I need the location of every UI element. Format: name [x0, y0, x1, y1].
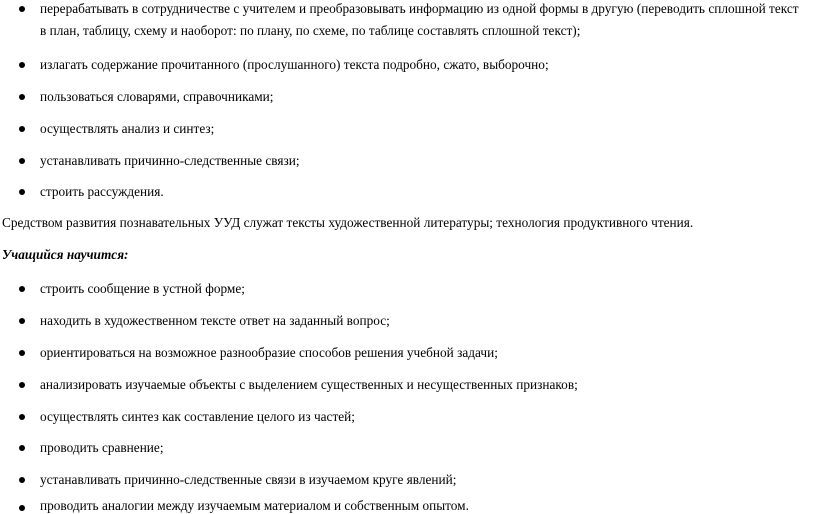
- list-item: осуществлять анализ и синтез;: [40, 121, 215, 136]
- bullet-icon: [19, 6, 25, 12]
- list-item: проводить сравнение;: [40, 440, 164, 455]
- bullet-icon: [19, 94, 25, 100]
- bullet-icon: [19, 318, 25, 324]
- list-item: строить рассуждения.: [40, 184, 164, 199]
- list-item: излагать содержание прочитанного (прослушанного) текста подробно, сжато, выборочно;: [40, 57, 549, 72]
- list-item: пользоваться словарями, справочниками;: [40, 89, 274, 104]
- bullet-icon: [19, 445, 25, 451]
- section-heading: Учащийся научится:: [2, 247, 129, 262]
- bullet-icon: [19, 505, 25, 511]
- bullet-icon: [19, 477, 25, 483]
- list-item: осуществлять синтез как составление целого из частей;: [40, 409, 355, 424]
- list-item-continuation: в план, таблицу, схему и наоборот: по плану, по схеме, по таблице составлять сплошной текст);: [40, 23, 581, 38]
- bullet-icon: [19, 350, 25, 356]
- bullet-icon: [19, 126, 25, 132]
- list-item: анализировать изучаемые объекты с выделением существенных и несущественных признаков;: [40, 377, 578, 392]
- list-item: перерабатывать в сотрудничестве с учителем и преобразовывать информацию из одной формы в другую (переводить сплошной текст: [40, 1, 799, 16]
- list-item: ориентироваться на возможное разнообразие способов решения учебной задачи;: [40, 345, 498, 360]
- list-item: строить сообщение в устной форме;: [40, 281, 245, 296]
- bullet-icon: [19, 286, 25, 292]
- list-item: устанавливать причинно-следственные связи в изучаемом круге явлений;: [40, 472, 457, 487]
- list-item: находить в художественном тексте ответ на заданный вопрос;: [40, 313, 390, 328]
- bullet-icon: [19, 382, 25, 388]
- paragraph: Средством развития познавательных УУД служат тексты художественной литературы; технология продуктивного чтения.: [2, 215, 694, 230]
- list-item: проводить аналогии между изучаемым материалом и собственным опытом.: [40, 498, 469, 513]
- bullet-icon: [19, 158, 25, 164]
- bullet-icon: [19, 189, 25, 195]
- bullet-icon: [19, 414, 25, 420]
- list-item: устанавливать причинно-следственные связи;: [40, 153, 300, 168]
- bullet-icon: [19, 62, 25, 68]
